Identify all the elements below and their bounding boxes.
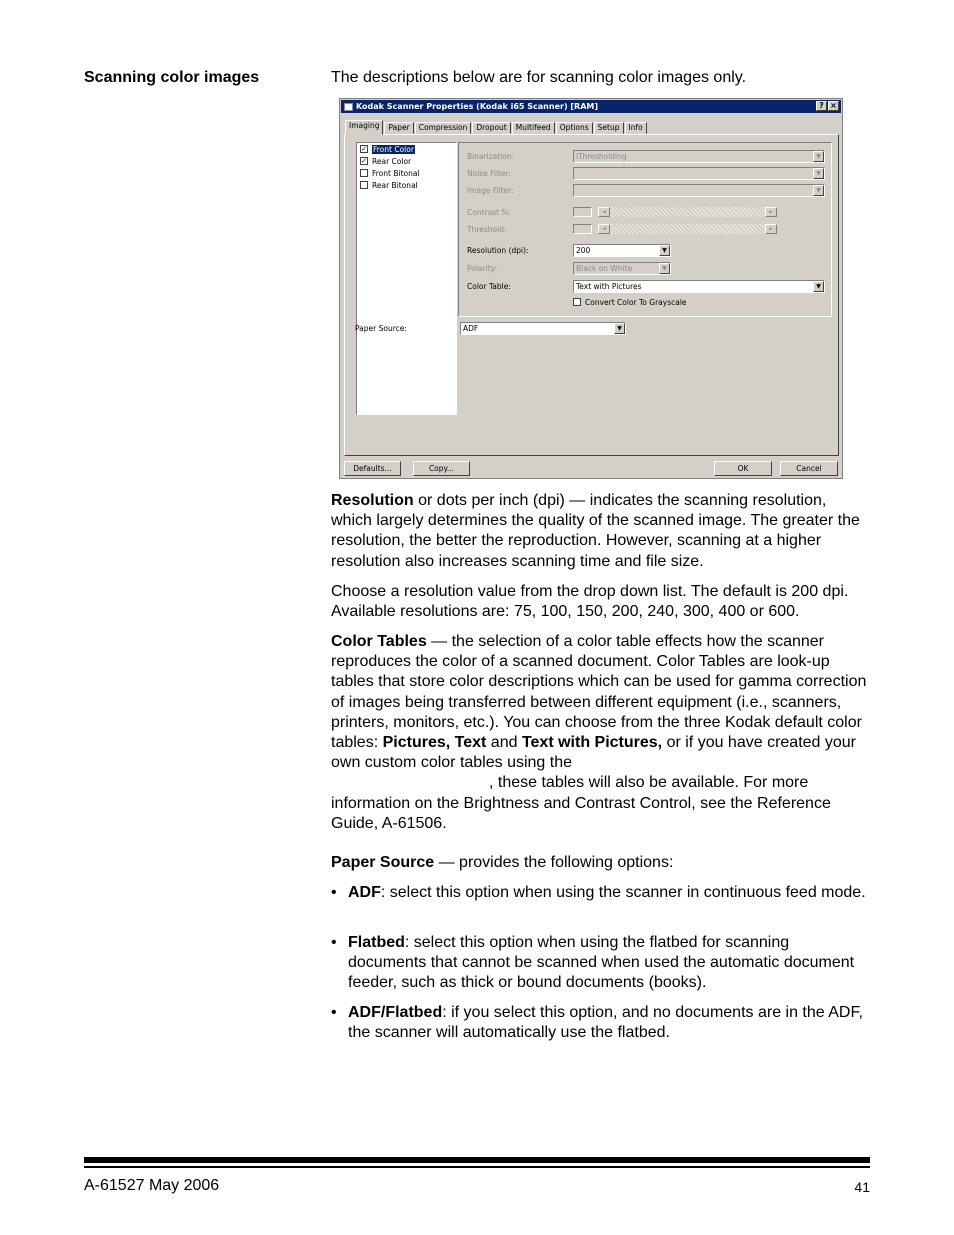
tab-imaging[interactable]: Imaging: [345, 120, 383, 135]
footer-rule-thick: [84, 1157, 870, 1163]
dropdown-arrow-icon: ▼: [813, 281, 824, 292]
paper-source-paragraph: [331, 853, 871, 873]
checkbox[interactable]: [360, 181, 368, 189]
image-filter-row: [467, 184, 825, 196]
bullet-term: Flatbed: [348, 934, 405, 951]
dialog-title: Kodak Scanner Properties (Kodak i65 Scanner) [RAM]: [356, 102, 599, 111]
tab-strip: [345, 119, 648, 134]
tab-info[interactable]: Info: [625, 122, 647, 134]
binarization-value: iThresholding: [576, 151, 627, 161]
threshold-label: Threshold:: [467, 224, 507, 234]
app-icon: [344, 103, 353, 111]
bullet-adf: [331, 883, 871, 903]
resolution-choose-text: Choose a resolution value from the drop down list. The default is 200 dpi. Available resolutions are: 75, 100, 150, 200, 240, 300, 400 or 600.: [331, 583, 849, 621]
color-tables-bold1: Pictures, Text: [382, 734, 487, 752]
dropdown-arrow-icon: ▼: [813, 185, 824, 196]
tab-paper[interactable]: Paper: [384, 122, 413, 134]
paper-source-value: ADF: [463, 323, 479, 333]
side-item-rear-color[interactable]: [357, 155, 456, 167]
tab-compression[interactable]: Compression: [415, 122, 472, 134]
bullet-term: ADF: [348, 884, 381, 901]
bullet-icon: •: [331, 884, 337, 901]
dropdown-arrow-icon: ▼: [659, 245, 670, 256]
checkbox[interactable]: [360, 169, 368, 177]
tab-dropout[interactable]: Dropout: [472, 122, 510, 134]
color-tables-bold2: Text with Pictures,: [521, 734, 663, 752]
slider-right-icon[interactable]: ►: [765, 207, 777, 217]
color-tables-text3: or if you have created your own custom color tables using the: [331, 734, 857, 772]
image-filter-label: Image Filter:: [467, 185, 514, 195]
color-tables-text4: , these tables will also be available. For more information on the Brightness and Contrast Control, see the Reference Guide, A-61506.: [331, 774, 831, 832]
color-table-row: [467, 280, 825, 292]
resolution-label: Resolution (dpi):: [467, 245, 529, 255]
bullet-text: : select this option when using the scanner in continuous feed mode.: [380, 884, 866, 901]
binarization-label: Binarization:: [467, 151, 515, 161]
resolution-term: Resolution: [331, 492, 414, 509]
bullet-term: ADF/Flatbed: [348, 1004, 443, 1021]
side-item-label: Rear Color: [372, 156, 412, 166]
resolution-row: [467, 244, 671, 256]
dialog-titlebar: [341, 100, 841, 113]
color-tables-text2: and: [486, 734, 522, 752]
polarity-select[interactable]: [573, 262, 671, 275]
contrast-value-box: [573, 207, 592, 217]
resolution-text: or dots per inch (dpi) — indicates the scanning resolution, which largely determines the quality of the scanned image. The greater the resolution, the better the reproduction. However, scanning at a higher resolution also increases scanning time and file size.: [331, 492, 860, 570]
paper-source-text: — provides the following options:: [434, 854, 674, 871]
color-tables-term: Color Tables: [331, 633, 427, 650]
close-button[interactable]: ×: [828, 101, 839, 111]
threshold-row: [467, 223, 777, 235]
tab-multifeed[interactable]: Multifeed: [512, 122, 555, 134]
bullet-icon: •: [331, 934, 337, 951]
resolution-paragraph: [331, 491, 871, 572]
paper-source-term: Paper Source: [331, 854, 435, 871]
convert-grayscale-checkbox[interactable]: [573, 298, 581, 306]
bullet-flatbed: [331, 933, 871, 994]
noise-filter-row: [467, 167, 825, 179]
bullet-adf-flatbed: [331, 1003, 871, 1043]
bullet-text: : select this option when using the flatbed for scanning documents that cannot be scanned when used the automatic document feeder, such as thick or bound documents (books).: [348, 934, 855, 992]
defaults-button[interactable]: Defaults...: [344, 461, 401, 476]
binarization-select[interactable]: [573, 150, 825, 163]
resolution-choose-paragraph: [331, 582, 871, 622]
cancel-button[interactable]: Cancel: [780, 461, 838, 476]
paper-source-select[interactable]: [460, 322, 626, 335]
dropdown-arrow-icon: ▼: [813, 168, 824, 179]
slider-right-icon[interactable]: ►: [765, 224, 777, 234]
polarity-label: Polarity:: [467, 263, 498, 273]
bullet-icon: •: [331, 1004, 337, 1021]
convert-grayscale-row[interactable]: [573, 296, 687, 308]
color-table-value: Text with Pictures: [576, 281, 642, 291]
dropdown-arrow-icon: ▼: [659, 263, 670, 274]
side-item-label: Front Color: [373, 144, 414, 154]
tab-setup[interactable]: Setup: [594, 122, 624, 134]
section-heading: Scanning color images: [84, 69, 260, 86]
resolution-value: 200: [576, 245, 591, 255]
ok-button[interactable]: OK: [714, 461, 772, 476]
checkbox[interactable]: ✓: [361, 145, 367, 153]
paper-source-row: [355, 322, 626, 334]
slider-left-icon[interactable]: ◄: [598, 207, 610, 217]
footer-rule-thin: [84, 1166, 870, 1168]
color-tables-paragraph: [331, 632, 871, 834]
contrast-row: [467, 206, 777, 218]
noise-filter-label: Noise Filter:: [467, 168, 512, 178]
noise-filter-select[interactable]: [573, 167, 825, 180]
copy-button[interactable]: Copy...: [413, 461, 470, 476]
side-item-label: Rear Bitonal: [372, 180, 418, 190]
checkbox[interactable]: ✓: [361, 157, 367, 165]
slider-left-icon[interactable]: ◄: [598, 224, 610, 234]
polarity-row: [467, 262, 671, 274]
polarity-value: Black on White: [576, 263, 633, 273]
intro-text: The descriptions below are for scanning color images only.: [331, 69, 747, 86]
threshold-slider[interactable]: [610, 224, 765, 234]
page-number: 41: [854, 1179, 870, 1195]
threshold-value-box: [573, 224, 592, 234]
binarization-row: [467, 150, 825, 162]
dropdown-arrow-icon: ▼: [813, 151, 824, 162]
bullet-text: : if you select this option, and no documents are in the ADF, the scanner will automatically use the flatbed.: [348, 1004, 863, 1042]
paper-source-label: Paper Source:: [355, 323, 407, 333]
contrast-label: Contrast %:: [467, 207, 512, 217]
color-table-label: Color Table:: [467, 281, 511, 291]
help-button[interactable]: ?: [816, 101, 827, 111]
color-tables-text1: — the selection of a color table effects how the scanner reproduces the color of a scanned document. Color Tables are look-up tables that store color descriptions which can be used for gamma correction of images being transferred between different equipment (i.e., scanners, printers, monitors, etc.). You can choose from the three Kodak default color tables:: [331, 633, 867, 752]
tab-options[interactable]: Options: [556, 122, 593, 134]
contrast-slider[interactable]: [610, 207, 765, 217]
convert-grayscale-label: Convert Color To Grayscale: [585, 297, 687, 307]
side-item-front-bitonal[interactable]: [357, 167, 456, 179]
imaging-settings-group: [458, 142, 832, 317]
color-table-select[interactable]: [573, 280, 825, 293]
side-list: [356, 142, 457, 415]
image-filter-select[interactable]: [573, 184, 825, 197]
footer-doc-id: A-61527 May 2006: [84, 1177, 220, 1194]
side-item-label: Front Bitonal: [372, 168, 420, 178]
imaging-tab-page: [344, 134, 839, 456]
side-item-rear-bitonal[interactable]: [357, 179, 456, 191]
scanner-properties-dialog: [339, 98, 843, 479]
resolution-select[interactable]: [573, 244, 671, 257]
dropdown-arrow-icon: ▼: [614, 323, 625, 334]
side-item-front-color[interactable]: [357, 143, 456, 155]
